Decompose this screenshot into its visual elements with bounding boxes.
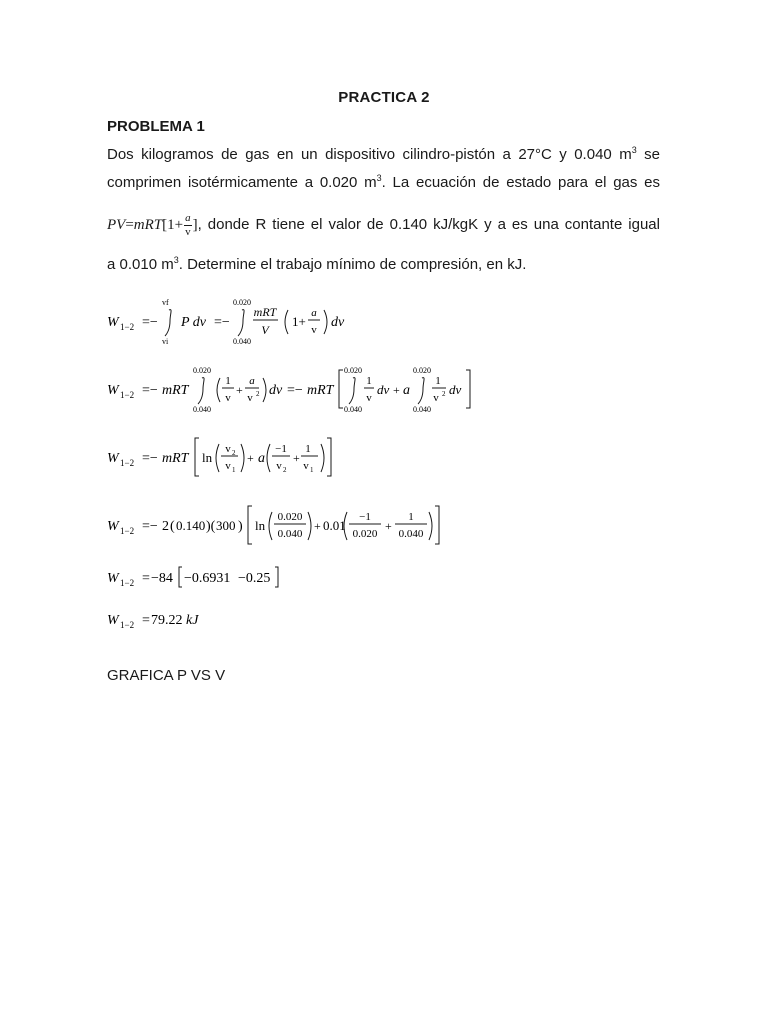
state-eq-den: v: [185, 226, 191, 239]
problem-text-line-1: [107, 145, 660, 164]
svg-text:a: a: [258, 451, 265, 466]
problem-text-line-4: [107, 255, 660, 274]
svg-text:0.040: 0.040: [413, 405, 431, 414]
svg-text:ln: ln: [255, 518, 266, 533]
svg-text:)(: )(: [206, 519, 216, 534]
svg-text:+: +: [293, 451, 300, 465]
svg-text:=: =: [142, 571, 150, 586]
svg-text:+: +: [314, 519, 321, 533]
svg-text:=: =: [142, 613, 150, 628]
svg-text:a: a: [249, 375, 255, 387]
svg-text:mRT: mRT: [162, 383, 189, 398]
superscript-3: 3: [631, 145, 637, 155]
svg-text:+: +: [247, 451, 254, 465]
w-sub: 1−2: [120, 322, 135, 332]
svg-text:0.020: 0.020: [413, 366, 431, 375]
svg-text:=−: =−: [142, 383, 158, 398]
svg-text:): ): [238, 519, 243, 534]
svg-text:1: 1: [305, 443, 311, 455]
w-label: W: [107, 315, 119, 330]
svg-text:1: 1: [435, 375, 441, 387]
svg-text:0.040: 0.040: [344, 405, 362, 414]
eq5-rhs: −84: [151, 571, 173, 586]
eq2-lower: 0.040: [193, 405, 211, 414]
problem-text-3b: , donde R tiene el valor de 0.140 kJ/kgK y a es una contante igual: [197, 216, 660, 233]
svg-text:v: v: [366, 392, 372, 404]
state-eq-lhs: PV: [107, 217, 126, 233]
svg-text:0.020: 0.020: [344, 366, 362, 375]
svg-text:0.020: 0.020: [352, 528, 378, 540]
svg-text:W: W: [107, 519, 119, 534]
eq5-term2: −0.25: [238, 571, 271, 586]
eq4-a: 0.01: [323, 518, 346, 533]
svg-text:1: 1: [310, 466, 314, 474]
svg-text:2: 2: [442, 390, 446, 398]
svg-text:v: v: [433, 392, 439, 404]
problem-text-2b: . La ecuación de estado para el gas es: [381, 174, 660, 191]
svg-text:2: 2: [256, 390, 260, 398]
svg-text:=−: =−: [142, 451, 158, 466]
eq2-upper: 0.020: [193, 366, 211, 375]
limit-lower-2: 0.040: [233, 337, 251, 346]
work-equation-2: [107, 364, 487, 414]
eq4-one: 1: [408, 511, 414, 523]
svg-text:a: a: [403, 383, 410, 398]
svg-text:+: +: [385, 519, 392, 533]
frac-v: V: [261, 323, 269, 337]
problem-text-4b: . Determine el trabajo mínimo de compresión, en kJ.: [178, 256, 527, 273]
frac-v-small: v: [311, 324, 317, 336]
svg-text:(: (: [170, 519, 175, 534]
problem-text-4a: a 0.010 m: [107, 256, 174, 273]
svg-text:1−2: 1−2: [120, 526, 135, 536]
svg-text:=−: =−: [142, 519, 158, 534]
svg-text:dv: dv: [269, 383, 283, 398]
svg-text:+: +: [236, 383, 243, 397]
result-unit: kJ: [186, 613, 199, 628]
svg-text:1+: 1+: [292, 314, 306, 329]
svg-text:2: 2: [283, 466, 287, 474]
superscript-3b: 3: [376, 173, 382, 183]
problem-text-1b: se: [636, 146, 660, 163]
state-eq-rhs: mRT: [133, 217, 163, 233]
svg-text:v: v: [276, 460, 282, 472]
svg-text:1−2: 1−2: [120, 578, 135, 588]
svg-text:W: W: [107, 571, 119, 586]
graph-heading: GRAFICA P VS V: [107, 667, 226, 684]
eq4-coef: 2: [162, 519, 169, 534]
frac-a: a: [311, 307, 317, 319]
svg-text:1: 1: [225, 375, 231, 387]
svg-text:W: W: [107, 383, 119, 398]
eq4-r: 0.140: [176, 518, 206, 533]
state-equation: PV=mRT[1+ $\frac{a}{v}$ ]: [107, 212, 198, 239]
result-value: 79.22: [151, 613, 183, 628]
svg-text:dv: dv: [377, 382, 390, 397]
frac-mrt: mRT: [253, 305, 277, 319]
limit-lower-1: vi: [162, 337, 169, 346]
svg-text:v: v: [225, 460, 231, 472]
svg-text:dv: dv: [449, 382, 462, 397]
svg-text:mRT: mRT: [162, 451, 189, 466]
eq4-neg1: −1: [359, 511, 371, 523]
svg-text:=−: =−: [214, 315, 230, 330]
svg-text:mRT: mRT: [307, 383, 334, 398]
work-result: [107, 605, 267, 633]
svg-text:0.040: 0.040: [398, 528, 424, 540]
svg-text:ln: ln: [202, 450, 213, 465]
problem-text-line-2: [107, 173, 660, 192]
work-equation-1: [107, 296, 367, 346]
svg-text:+: +: [393, 383, 400, 397]
svg-text:v: v: [225, 392, 231, 404]
problem-text-line-3: [107, 212, 660, 239]
eq4-v2: 0.020: [277, 511, 303, 523]
svg-text:1: 1: [232, 466, 236, 474]
svg-text:=−: =−: [142, 315, 158, 330]
svg-text:1−2: 1−2: [120, 390, 135, 400]
svg-text:v: v: [225, 443, 231, 455]
work-equation-5: [107, 563, 327, 591]
svg-text:2: 2: [232, 449, 236, 457]
svg-text:W: W: [107, 451, 119, 466]
svg-text:1−2: 1−2: [120, 458, 135, 468]
page-title: PRACTICA 2: [338, 89, 430, 106]
svg-text:dv: dv: [331, 315, 345, 330]
limit-upper-2: 0.020: [233, 298, 251, 307]
problem-text-2a: comprimen isotérmicamente a 0.020 m: [107, 174, 377, 191]
svg-text:1: 1: [366, 375, 372, 387]
limit-upper-1: vf: [162, 298, 169, 307]
eq4-t: 300: [216, 518, 236, 533]
svg-text:=−: =−: [287, 383, 303, 398]
work-equation-3: [107, 432, 347, 482]
svg-text:v: v: [247, 392, 253, 404]
state-eq-num: a: [185, 212, 191, 225]
svg-text:−1: −1: [275, 443, 287, 455]
svg-text:1−2: 1−2: [120, 620, 135, 630]
eq5-term1: −0.6931: [184, 571, 231, 586]
work-equation-4: [107, 500, 477, 550]
integrand: P dv: [181, 315, 207, 330]
superscript-3c: 3: [173, 255, 179, 265]
svg-text:W: W: [107, 613, 119, 628]
problem-label: PROBLEMA 1: [107, 118, 205, 135]
problem-text-1a: Dos kilogramos de gas en un dispositivo cilindro-pistón a 27°C y 0.040 m: [107, 146, 632, 163]
svg-text:v: v: [303, 460, 309, 472]
eq4-v1: 0.040: [277, 528, 303, 540]
